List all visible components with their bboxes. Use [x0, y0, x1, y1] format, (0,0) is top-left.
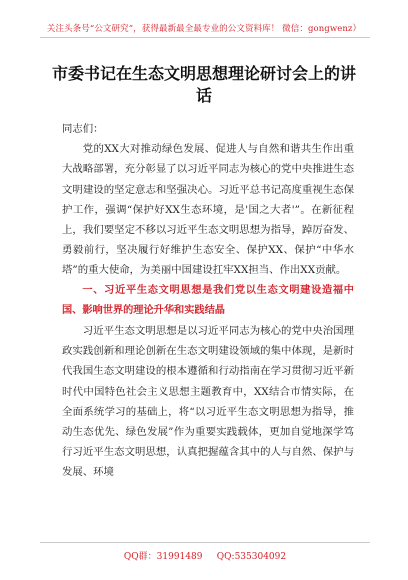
paragraph-1: 党的XX大对推动绿色发展、促进人与自然和谐共生作出重大战略部署，充分彰显了以习近平同志为核心的党中央推进生态文明建设的坚定意志和坚强决心。习近平总书记高度重视生态保护工作，强调“保护好XX生态环境，是'国之大者'”。在新征程上，我们要坚定不移以习近平生态文明思想为指导，踔厉奋发、勇毅前行，坚决履行好维护生态安全、保护XX、保护“中华水塔”的重大使命，为美丽中国建设扛牢XX担当、作出XX贡献。 [62, 143, 354, 277]
salutation: 同志们： [62, 123, 104, 135]
footer-qq: QQ:535304092 [216, 552, 287, 562]
header-promo-note: 关注头条号“公文研究”，获得最新最全最专业的公文资料库！ 微信：gongwenz） [46, 24, 362, 34]
header-divider [40, 37, 370, 38]
footer-qq-group: QQ群：31991489 [123, 552, 203, 562]
footer-divider [40, 542, 370, 543]
paragraph-2: 习近平生态文明思想是以习近平同志为核心的党中央治国理政实践创新和理论创新在生态文明建设领域的集中体现，是新时代我国生态文明建设的根本遵循和行动指南在学习贯彻习近平新时代中国特色社会主义思想主题教育中，XX结合市情实际，在全面系统学习的基础上，将“以习近平生态文明思想为指导，推动生态优先、绿色发展”作为重要实践载体，更加自觉地深学笃行习近平生态文明思想，认真把握蕴含其中的人与自然、保护与发展、环境 [62, 325, 354, 479]
document-body [62, 119, 354, 483]
document-title: 市委书记在生态文明思想理论研讨会上的讲话 [51, 64, 356, 105]
footer-contact [40, 549, 370, 562]
section-heading-1: 一、习近平生态文明思想是我们党以生态文明建设造福中国、影响世界的理论升华和实践结晶 [62, 284, 354, 316]
